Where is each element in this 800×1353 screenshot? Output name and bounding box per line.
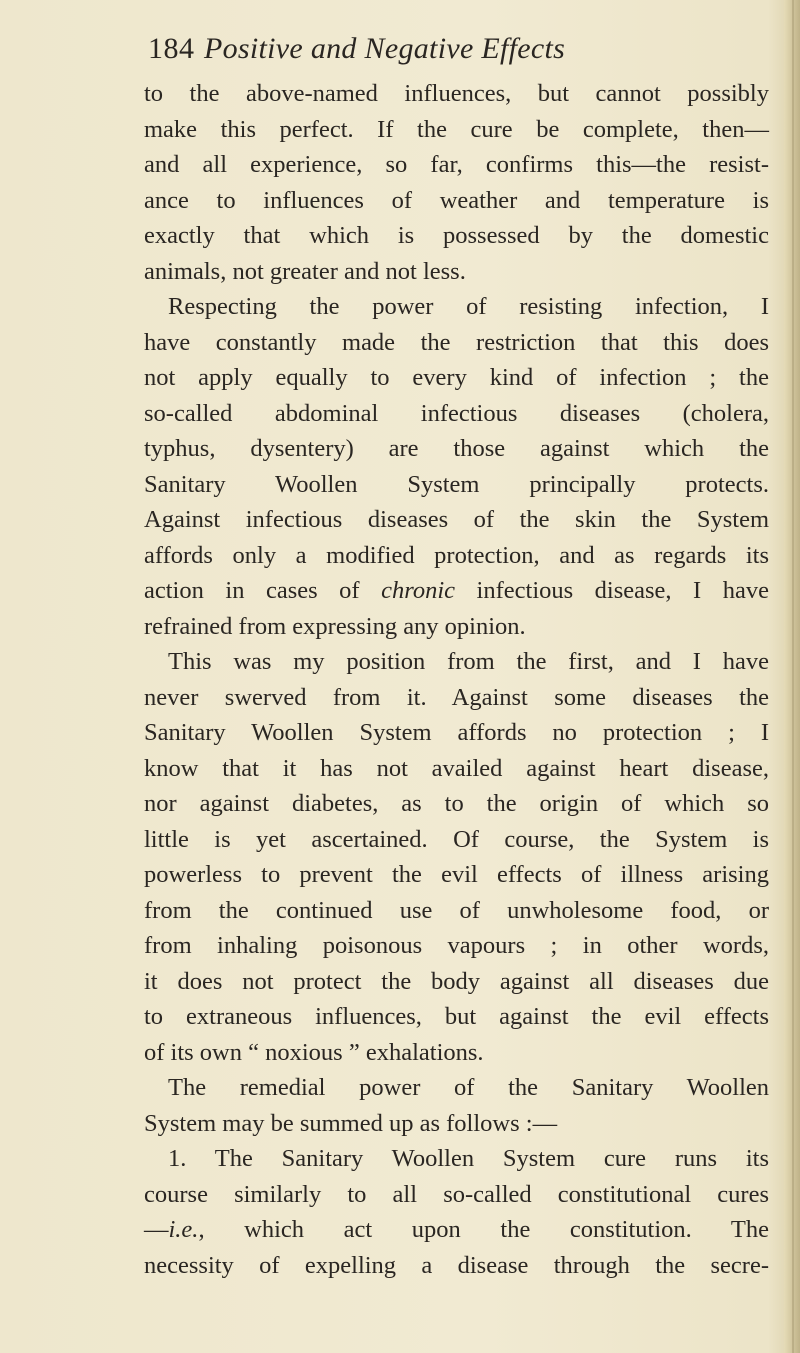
- page-number: 184: [148, 32, 195, 65]
- text-line: little is yet ascertained. Of course, the System is: [144, 825, 769, 853]
- text-line: System may be summed up as follows :—: [144, 1109, 558, 1137]
- text-fragment: —: [144, 1216, 169, 1243]
- text-line: Respecting the power of resisting infection, I: [168, 293, 769, 320]
- text-line: exactly that which is possessed by the domestic: [144, 222, 769, 249]
- text-line: [144, 573, 769, 609]
- text-line: have constantly made the restriction that this does: [144, 328, 769, 356]
- text-line: so-called abdominal infectious diseases (cholera,: [144, 399, 769, 427]
- text-line: make this perfect. If the cure be complete, then—: [144, 115, 769, 143]
- page-edge-line: [792, 0, 794, 1353]
- italic-word: chronic: [381, 577, 456, 604]
- text-line: to extraneous influences, but against the evil effects: [144, 1003, 769, 1030]
- text-line: from inhaling poisonous vapours ; in other words,: [144, 932, 769, 959]
- text-fragment: in cases of: [225, 577, 360, 604]
- text-line: nor against diabetes, as to the origin of which so: [144, 790, 769, 817]
- text-line: Against infectious diseases of the skin the System: [144, 506, 769, 533]
- text-line: course similarly to all so-called constitutional cures: [144, 1180, 769, 1208]
- text-line: powerless to prevent the evil effects of illness arising: [144, 861, 769, 888]
- running-title: Positive and Negative Effects: [204, 32, 566, 65]
- text-line: of its own “ noxious ” exhalations.: [144, 1038, 484, 1066]
- text-line: never swerved from it. Against some diseases the: [144, 683, 769, 711]
- text-line: Sanitary Woollen System affords no protection ; I: [144, 719, 769, 746]
- text-fragment: infectious disease, I have: [476, 577, 769, 604]
- text-line: animals, not greater and not less.: [144, 257, 466, 285]
- text-line: affords only a modified protection, and as regards its: [144, 541, 769, 569]
- text-line: Sanitary Woollen System principally protects.: [144, 470, 769, 498]
- text-line: typhus, dysentery) are those against which the: [144, 435, 769, 462]
- text-line: from the continued use of unwholesome food, or: [144, 896, 769, 924]
- text-line: not apply equally to every kind of infection ; the: [144, 364, 769, 391]
- text-line: The remedial power of the Sanitary Woollen: [168, 1074, 769, 1101]
- text-line: This was my position from the first, and I have: [168, 648, 769, 675]
- text-line: to the above-named influences, but cannot possibly: [144, 80, 769, 107]
- page-header: [148, 32, 770, 82]
- text-fragment: , which act upon the constitution. The: [198, 1216, 769, 1243]
- text-line: know that it has not availed against heart disease,: [144, 754, 769, 782]
- text-fragment: action: [144, 577, 204, 604]
- italic-word: i.e.: [168, 1216, 199, 1243]
- body-text: [144, 76, 769, 1283]
- text-line: 1. The Sanitary Woollen System cure runs its: [168, 1145, 769, 1172]
- text-line: refrained from expressing any opinion.: [144, 612, 526, 640]
- text-line: and all experience, so far, confirms this—the resist-: [144, 151, 769, 178]
- text-line: necessity of expelling a disease through the secre-: [144, 1251, 769, 1279]
- text-line: ance to influences of weather and temperature is: [144, 186, 769, 214]
- text-line: it does not protect the body against all diseases due: [144, 967, 769, 995]
- text-line: [144, 1212, 769, 1248]
